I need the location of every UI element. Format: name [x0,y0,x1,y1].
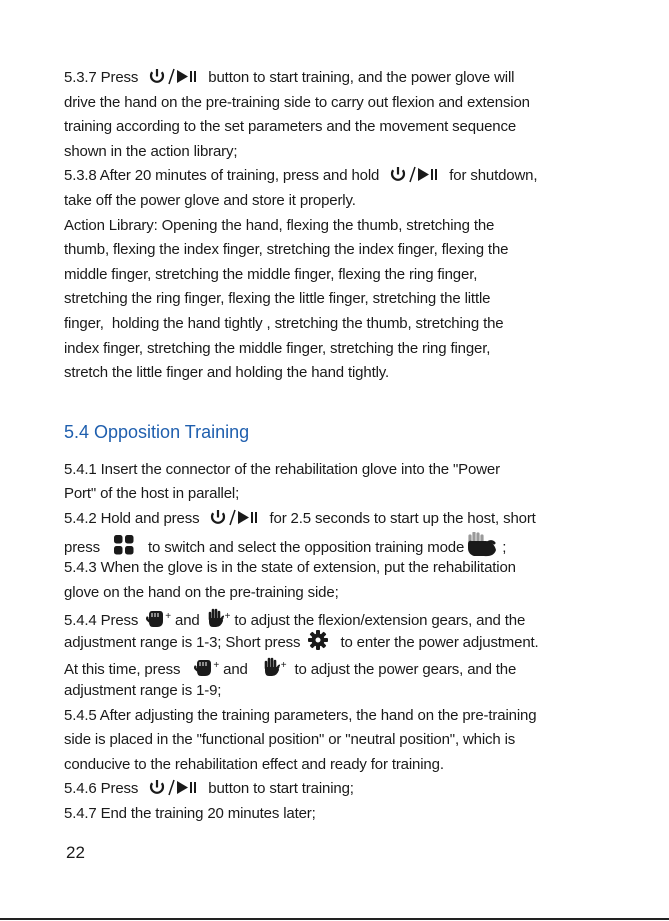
paragraph-5-3-7-line-3: training according to the set parameters and the movement sequence [64,118,517,136]
paragraph-5-4-4-line-3: At this time, press + and + to adjust the power gears, and the [64,654,609,679]
page-number: 22 [66,843,85,862]
fist-icon [194,657,212,677]
paragraph-5-4-4-line-1: 5.4.4 Press + and + to adjust the flexion/extension gears, and the [64,605,609,630]
paragraph-5-3-8-line-1: 5.3.8 After 20 minutes of training, press and hold for shutdown, [64,167,538,185]
paragraph-5-4-7-line-1: 5.4.7 End the training 20 minutes later; [64,805,316,823]
fist-icon [146,608,164,628]
action-library-line-7: stretch the little finger and holding the hand tightly. [64,364,390,382]
paragraph-5-4-2-line-2: press to switch and select the opposition training mode ; [64,532,609,557]
power-play-pause-icon [148,68,198,85]
opposition-hand-icon [464,532,498,558]
paragraph-5-4-3-line-2: glove on the hand on the pre-training side; [64,583,339,601]
paragraph-5-3-8-line-2: take off the power glove and store it properly. [64,191,356,209]
action-library-line-6: index finger, stretching the middle finger, stretching the ring finger, [64,339,491,357]
section-heading-5-4: 5.4 Opposition Training [64,421,250,442]
document-page [64,66,609,827]
gear-icon [308,630,328,650]
paragraph-5-4-4-line-4: adjustment range is 1-9; [64,682,222,700]
open-hand-icon [262,657,280,677]
action-library-line-5: finger, holding the hand tightly , stretching the thumb, stretching the [64,314,504,332]
paragraph-5-4-1-line-1: 5.4.1 Insert the connector of the rehabilitation glove into the "Power [64,460,500,478]
paragraph-5-4-4-line-2: adjustment range is 1-3; Short press to enter the power adjustment. [64,630,609,655]
action-library-line-1: Action Library: Opening the hand, flexing the thumb, stretching the [64,216,495,234]
power-play-pause-icon [148,779,198,796]
paragraph-5-4-5-line-1: 5.4.5 After adjusting the training parameters, the hand on the pre-training [64,706,537,724]
paragraph-5-3-7-line-4: shown in the action library; [64,142,238,160]
action-library-line-2: thumb, flexing the index finger, stretching the index finger, flexing the [64,241,509,259]
mode-grid-icon [114,535,134,555]
paragraph-5-4-1-line-2: Port" of the host in parallel; [64,485,240,503]
paragraph-5-3-7-line-1: 5.3.7 Press button to start training, and the power glove will [64,69,515,86]
action-library-line-3: middle finger, stretching the middle finger, flexing the ring finger, [64,265,478,283]
open-hand-icon [206,608,224,628]
paragraph-5-3-7-line-2: drive the hand on the pre-training side to carry out flexion and extension [64,93,530,111]
power-play-pause-icon [209,509,259,526]
action-library-line-4: stretching the ring finger, flexing the little finger, stretching the little [64,290,491,308]
paragraph-5-4-3-line-1: 5.4.3 When the glove is in the state of extension, put the rehabilitation [64,559,516,577]
paragraph-5-4-2-line-1: 5.4.2 Hold and press for 2.5 seconds to start up the host, short [64,509,536,527]
paragraph-5-4-6-line-1: 5.4.6 Press button to start training; [64,780,354,798]
power-play-pause-icon [389,166,439,183]
bottom-rule [0,918,669,920]
paragraph-5-4-5-line-3: conducive to the rehabilitation effect and ready for training. [64,755,444,773]
paragraph-5-4-5-line-2: side is placed in the "functional position" or "neutral position", which is [64,731,516,749]
